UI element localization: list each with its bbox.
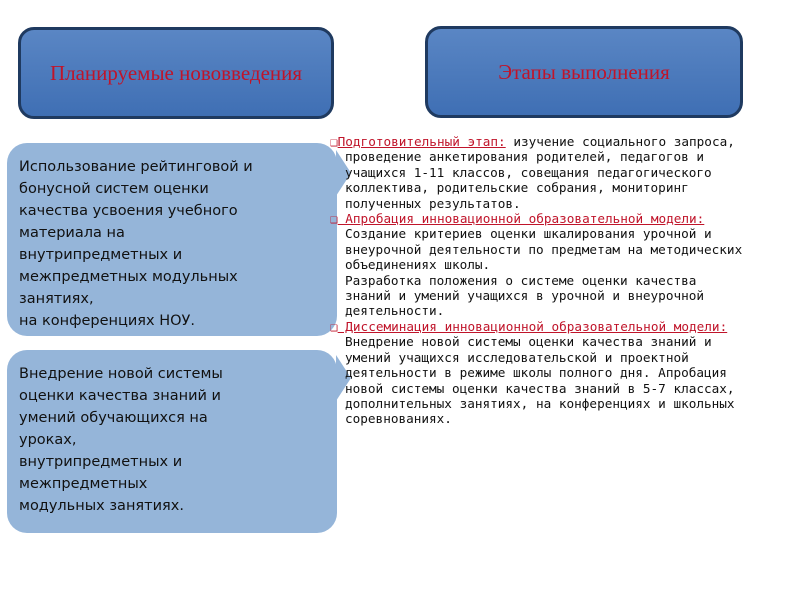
stage-line: Внедрение новой системы оценки качества знаний и — [345, 334, 712, 350]
box1-line: внутрипредметных и — [19, 247, 183, 263]
stage-line: деятельности в режиме школы полного дня. Апробация — [345, 365, 727, 381]
header-left-label: Планируемые нововведения — [49, 61, 303, 85]
box1-line: межпредметных модульных — [19, 269, 238, 285]
stage-title: Подготовительный этап: — [337, 134, 506, 149]
stage-approbation — [330, 211, 795, 319]
stage-line: объединениях школы. — [345, 257, 491, 273]
box1-line: занятиях, — [19, 291, 94, 307]
stage-line: соревнованиях. — [345, 411, 452, 427]
box2-line: межпредметных — [19, 476, 148, 492]
stage-line: знаний и умений учащихся в урочной и внеурочной — [345, 288, 705, 304]
header-stages — [425, 26, 743, 118]
box1-line: Использование рейтинговой и — [19, 159, 253, 175]
stage-line: внеурочной деятельности по предметам на методических — [345, 241, 743, 257]
stage-line: деятельности. — [345, 303, 445, 319]
stage-line: изучение социального запроса, — [505, 134, 735, 149]
stages-list — [330, 134, 795, 427]
box2-line: Внедрение новой системы — [19, 366, 223, 382]
stage-line: дополнительных занятиях, на конференциях и школьных — [345, 395, 735, 411]
header-right-label: Этапы выполнения — [498, 60, 670, 84]
box2-line: умений обучающихся на — [19, 410, 208, 426]
stage-dissemination — [330, 319, 795, 427]
innovation-box-rating — [7, 143, 337, 336]
checkbox-bullet-icon: ❑ — [330, 318, 338, 334]
box2-line: модульных занятиях. — [19, 498, 184, 514]
stage-title: Апробация инновационной образовательной модели: — [337, 211, 705, 227]
stage-line: проведение анкетирования родителей, педагогов и — [345, 149, 705, 165]
box1-line: на конференциях НОУ. — [19, 313, 195, 329]
stage-line: Разработка положения о системе оценки качества — [345, 272, 697, 288]
checkbox-bullet-icon: ❑ — [330, 211, 338, 227]
stage-line: Создание критериев оценки шкалирования урочной и — [345, 226, 712, 242]
stage-line: полученных результатов. — [345, 195, 521, 211]
stage-line: учащихся 1-11 классов, совещания педагогического — [345, 164, 712, 180]
box1-line: качества усвоения учебного — [19, 203, 238, 219]
checkbox-bullet-icon: ❑ — [330, 134, 338, 149]
box2-line: уроках, — [19, 432, 77, 448]
box2-line: внутрипредметных и — [19, 454, 183, 470]
stage-line: коллектива, родительские собрания, мониторинг — [345, 180, 689, 196]
box2-line: оценки качества знаний и — [19, 388, 221, 404]
stage-title: Диссеминация инновационной образовательной модели: — [337, 318, 728, 334]
header-planned-innovations — [18, 27, 334, 119]
stage-preparatory — [330, 134, 795, 211]
stage-line: новой системы оценки качества знаний в 5-7 классах, — [345, 380, 735, 396]
stage-line: умений учащихся исследовательской и проектной — [345, 349, 689, 365]
box1-line: бонусной систем оценки — [19, 181, 209, 197]
box1-line: материала на — [19, 225, 125, 241]
innovation-box-assessment — [7, 350, 337, 533]
